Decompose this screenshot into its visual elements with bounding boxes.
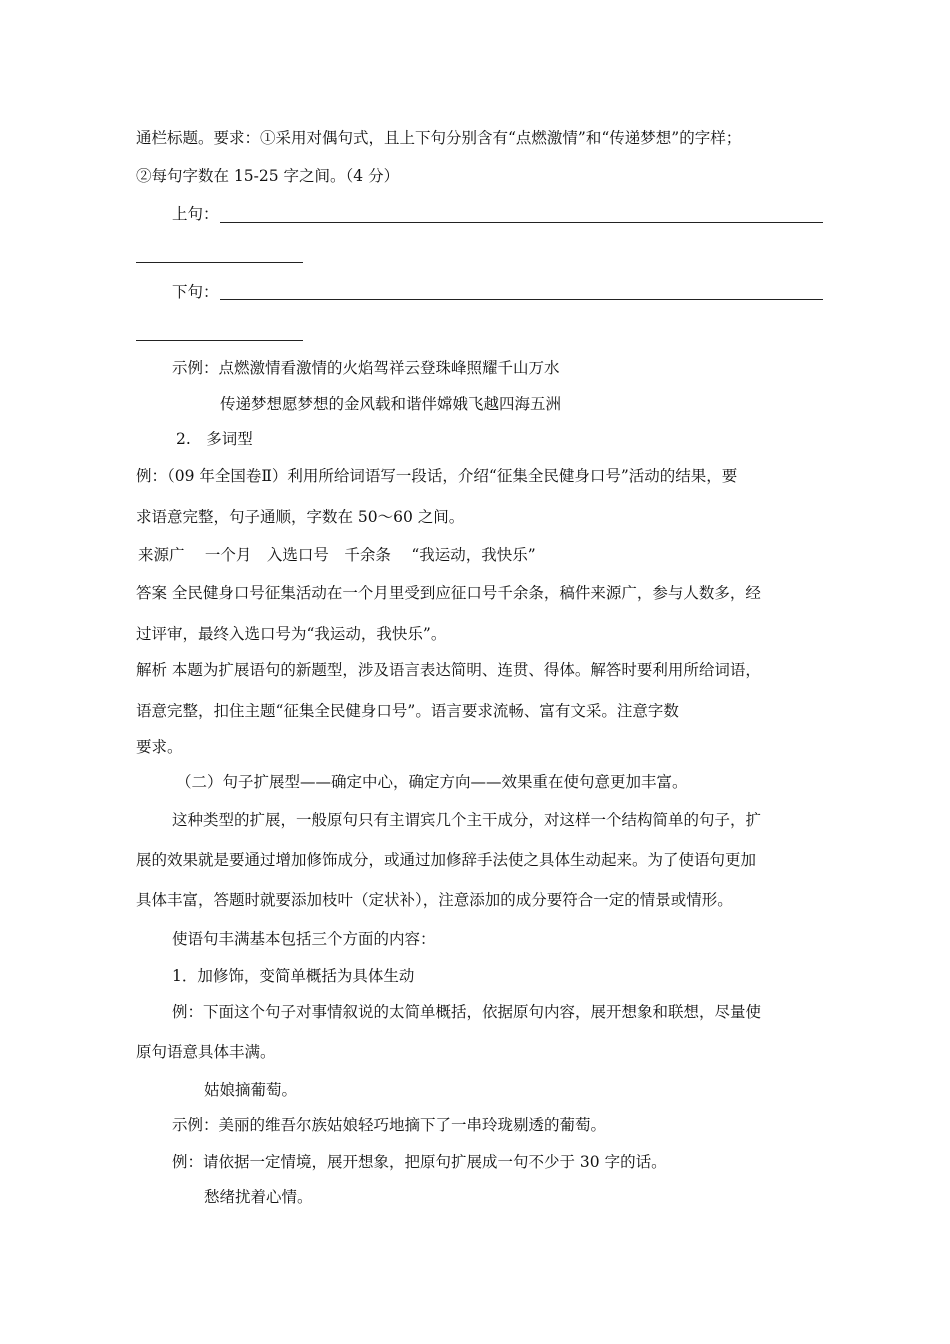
example-a-sentence: 姑娘摘葡萄。 xyxy=(204,1081,298,1099)
item-one-heading: 1．加修饰，变简单概括为具体生动 xyxy=(172,967,415,985)
example-line-2: 传递梦想愿梦想的金风载和谐伴嫦娥飞越四海五洲 xyxy=(220,395,562,413)
paragraph-line-1: 这种类型的扩展，一般原句只有主谓宾几个主干成分，对这样一个结构简单的句子，扩 xyxy=(172,811,762,829)
analysis-line-1: 解析 本题为扩展语句的新题型，涉及语言表达简明、连贯、得体。解答时要利用所给词语， xyxy=(136,661,761,679)
lower-sentence-label: 下句： xyxy=(172,283,219,301)
upper-sentence-label: 上句： xyxy=(172,205,219,223)
part-two-heading: （二）句子扩展型——确定中心，确定方向——效果重在使句意更加丰富。 xyxy=(176,773,688,791)
paragraph-line-3: 具体丰富，答题时就要添加枝叶（定状补），注意添加的成分要符合一定的情景或情形。 xyxy=(136,891,733,909)
given-words: 来源广 一个月 入选口号 千余条 “我运动，我快乐” xyxy=(138,546,536,564)
example-line-1: 示例：点燃激情看激情的火焰驾祥云登珠峰照耀千山万水 xyxy=(172,359,560,377)
upper-sentence-blank[interactable] xyxy=(220,222,823,223)
lower-sentence-blank[interactable] xyxy=(220,299,823,300)
paragraph-line-2: 展的效果就是要通过增加修饰成分，或通过加修辞手法使之具体生动起来。为了使语句更加 xyxy=(136,851,757,869)
section-heading-multiword: 2. 多词型 xyxy=(176,430,253,448)
example-b-line-1: 例：请依据一定情境，展开想象，把原句扩展成一句不少于 30 字的话。 xyxy=(172,1153,667,1171)
analysis-line-2: 语意完整，扣住主题“征集全民健身口号”。语言要求流畅、富有文采。注意字数 xyxy=(136,702,679,720)
question-line-1: 例：（09 年全国卷Ⅱ）利用所给词语写一段话，介绍“征集全民健身口号”活动的结果，要 xyxy=(136,467,738,485)
answer-line-1: 答案 全民健身口号征集活动在一个月里受到应征口号千余条，稿件来源广，参与人数多，经 xyxy=(136,584,761,602)
example-b-sentence: 愁绪扰着心情。 xyxy=(204,1188,313,1206)
answer-line-2: 过评审，最终入选口号为“我运动，我快乐”。 xyxy=(136,625,447,643)
aspects-intro: 使语句丰满基本包括三个方面的内容： xyxy=(172,930,436,948)
lower-sentence-blank-continued[interactable] xyxy=(136,340,303,341)
upper-sentence-blank-continued[interactable] xyxy=(136,262,303,263)
example-a-line-2: 原句语意具体丰满。 xyxy=(136,1043,276,1061)
question-line-2: 求语意完整，句子通顺，字数在 50～60 之间。 xyxy=(136,508,465,526)
intro-line-1: 通栏标题。要求：①采用对偶句式，且上下句分别含有“点燃激情”和“传递梦想”的字样； xyxy=(136,129,742,147)
example-a-line-1: 例：下面这个句子对事情叙说的太简单概括，依据原句内容，展开想象和联想，尽量使 xyxy=(172,1003,762,1021)
intro-line-2: ②每句字数在 15-25 字之间。（4 分） xyxy=(136,167,400,185)
analysis-line-3: 要求。 xyxy=(136,738,183,756)
example-a-sample: 示例：美丽的维吾尔族姑娘轻巧地摘下了一串玲珑剔透的葡萄。 xyxy=(172,1116,607,1134)
